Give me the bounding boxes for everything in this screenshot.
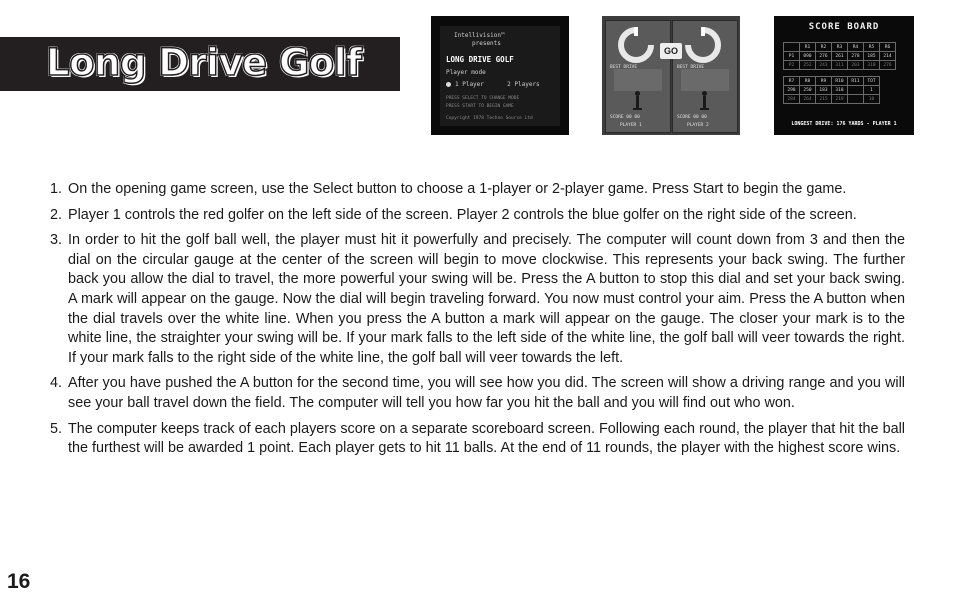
page-number: 16 bbox=[7, 570, 31, 593]
table-cell: TOT bbox=[864, 77, 880, 86]
table-cell: 318 bbox=[832, 86, 848, 95]
table-row bbox=[784, 95, 880, 104]
table-cell: R7 bbox=[784, 77, 800, 86]
table-cell: 090 bbox=[800, 52, 816, 61]
table-cell: R11 bbox=[848, 77, 864, 86]
player-2-panel bbox=[672, 20, 738, 133]
right-best-drive: BEST DRIVE bbox=[677, 65, 705, 70]
brand-line: Intellivision™ bbox=[454, 32, 505, 39]
table-cell: 298 bbox=[784, 86, 800, 95]
table-cell: 243 bbox=[816, 61, 832, 70]
table-row bbox=[784, 61, 896, 70]
table-cell: R5 bbox=[864, 43, 880, 52]
instructions-list bbox=[50, 180, 905, 465]
table-cell bbox=[784, 43, 800, 52]
golfer-left-icon bbox=[633, 91, 641, 111]
right-player-label: PLAYER 2 bbox=[687, 123, 709, 128]
table-cell: 276 bbox=[880, 61, 896, 70]
item-text: Player 1 controls the red golfer on the left side of the screen. Player 2 controls the blue golfer on the right side of the screen. bbox=[68, 206, 857, 223]
list-item bbox=[50, 374, 905, 413]
table-row bbox=[784, 52, 896, 61]
table-cell: R4 bbox=[848, 43, 864, 52]
table-cell: 183 bbox=[816, 86, 832, 95]
driving-range-left bbox=[614, 69, 662, 91]
item-number: 3. bbox=[50, 232, 63, 249]
table-cell: 264 bbox=[800, 95, 816, 104]
title-screen-box bbox=[440, 26, 560, 126]
table-cell: R2 bbox=[816, 43, 832, 52]
table-cell: 250 bbox=[800, 86, 816, 95]
table-cell: 1 bbox=[864, 86, 880, 95]
scoreboard-title: SCORE BOARD bbox=[808, 22, 880, 32]
gameplay-screenshot bbox=[602, 16, 740, 135]
scoreboard-top-table bbox=[783, 42, 896, 70]
table-cell: 10 bbox=[864, 95, 880, 104]
table-row bbox=[784, 43, 896, 52]
list-item bbox=[50, 206, 905, 226]
item-number: 1. bbox=[50, 181, 63, 197]
list-item bbox=[50, 180, 905, 200]
game-name: LONG DRIVE GOLF bbox=[446, 55, 514, 64]
item-text: On the opening game screen, use the Select button to choose a 1-player or 2-player game. Press Start to begin the game. bbox=[68, 181, 847, 197]
player-options bbox=[446, 81, 540, 88]
right-score: SCORE 00 00 bbox=[677, 115, 707, 120]
item-number: 5. bbox=[50, 420, 63, 437]
table-cell bbox=[848, 86, 864, 95]
select-hint: PRESS SELECT TO CHANGE MODE bbox=[446, 96, 520, 101]
table-cell: 252 bbox=[800, 61, 816, 70]
item-text: In order to hit the golf ball well, the player must hit it powerfully and precisely. The computer will count down from 3 and then the dial on the circular gauge at the center of the screen will begin to move clockwise. This represents your back swing. The further back you allow the dial to travel, the more powerful your swing will be. Press the A button to stop this dial and set your back swing. A mark will appear on the gauge. Now the dial will begin traveling forward. You now must control your aim. Press the A button when the dial travels over the white line. When you press the A button a mark will appear on the gauge. The closer your mark is to the white line, the straighter your swing will be. If your mark falls to the left side of the white line, the golf ball will veer towards the right. If your mark falls to the right side of the white line, the golf ball will veer towards the left. bbox=[68, 232, 905, 366]
table-cell: 219 bbox=[832, 95, 848, 104]
table-row bbox=[784, 86, 880, 95]
item-text: After you have pushed the A button for the second time, you will see how you did. The screen will show a driving range and you will see your ball travel down the field. The computer will tell you how far you hit the ball and you will find out who won. bbox=[68, 375, 905, 411]
player-mode-label: Player mode bbox=[446, 69, 486, 76]
table-cell: R3 bbox=[832, 43, 848, 52]
table-cell: P2 bbox=[784, 61, 800, 70]
scoreboard-screenshot bbox=[774, 16, 914, 135]
list-item bbox=[50, 420, 905, 459]
table-cell: 311 bbox=[832, 61, 848, 70]
presents-line: presents bbox=[472, 40, 501, 47]
go-badge: GO bbox=[660, 43, 682, 59]
player-1-panel bbox=[605, 20, 671, 133]
table-row bbox=[784, 77, 880, 86]
longest-drive-text: LONGEST DRIVE: 176 YARDS - PLAYER 1 bbox=[791, 121, 897, 127]
scoreboard-bottom-table bbox=[783, 76, 880, 104]
table-cell bbox=[848, 95, 864, 104]
swing-gauge-icon bbox=[618, 27, 654, 63]
table-cell: R9 bbox=[816, 77, 832, 86]
left-score: SCORE 00 00 bbox=[610, 115, 640, 120]
table-cell: 310 bbox=[864, 61, 880, 70]
start-hint: PRESS START TO BEGIN GAME bbox=[446, 104, 514, 109]
driving-range-right bbox=[681, 69, 729, 91]
table-cell: 276 bbox=[816, 52, 832, 61]
swing-gauge-icon bbox=[685, 27, 721, 63]
table-cell: R8 bbox=[800, 77, 816, 86]
table-cell: P1 bbox=[784, 52, 800, 61]
table-cell: 185 bbox=[864, 52, 880, 61]
golfer-right-icon bbox=[700, 91, 708, 111]
table-cell: R1 bbox=[800, 43, 816, 52]
list-item bbox=[50, 231, 905, 368]
left-best-drive: BEST DRIVE bbox=[610, 65, 638, 70]
option-2-players: 2 Players bbox=[507, 81, 540, 88]
table-cell: R6 bbox=[880, 43, 896, 52]
table-cell: 215 bbox=[816, 95, 832, 104]
item-number: 4. bbox=[50, 375, 63, 392]
title-bar bbox=[0, 37, 400, 91]
item-number: 2. bbox=[50, 206, 63, 223]
left-player-label: PLAYER 1 bbox=[620, 123, 642, 128]
title-screen-screenshot bbox=[431, 16, 569, 135]
table-cell: R10 bbox=[832, 77, 848, 86]
item-text: The computer keeps track of each players score on a separate scoreboard screen. Following each round, the player that hit the ball the furthest will be awarded 1 point. Each player gets to hit 11 balls. At the end of 11 rounds, the player with the highest score wins. bbox=[68, 420, 905, 457]
selected-dot-icon bbox=[446, 82, 451, 87]
table-cell: 261 bbox=[832, 52, 848, 61]
table-cell: 203 bbox=[848, 61, 864, 70]
table-cell: 278 bbox=[848, 52, 864, 61]
table-cell: 284 bbox=[784, 95, 800, 104]
page-title: Long Drive Golf bbox=[46, 41, 362, 84]
copyright-line: Copyright 1978 Techno Source Ltd bbox=[446, 116, 533, 121]
table-cell: 214 bbox=[880, 52, 896, 61]
option-1-player: 1 Player bbox=[455, 81, 484, 88]
